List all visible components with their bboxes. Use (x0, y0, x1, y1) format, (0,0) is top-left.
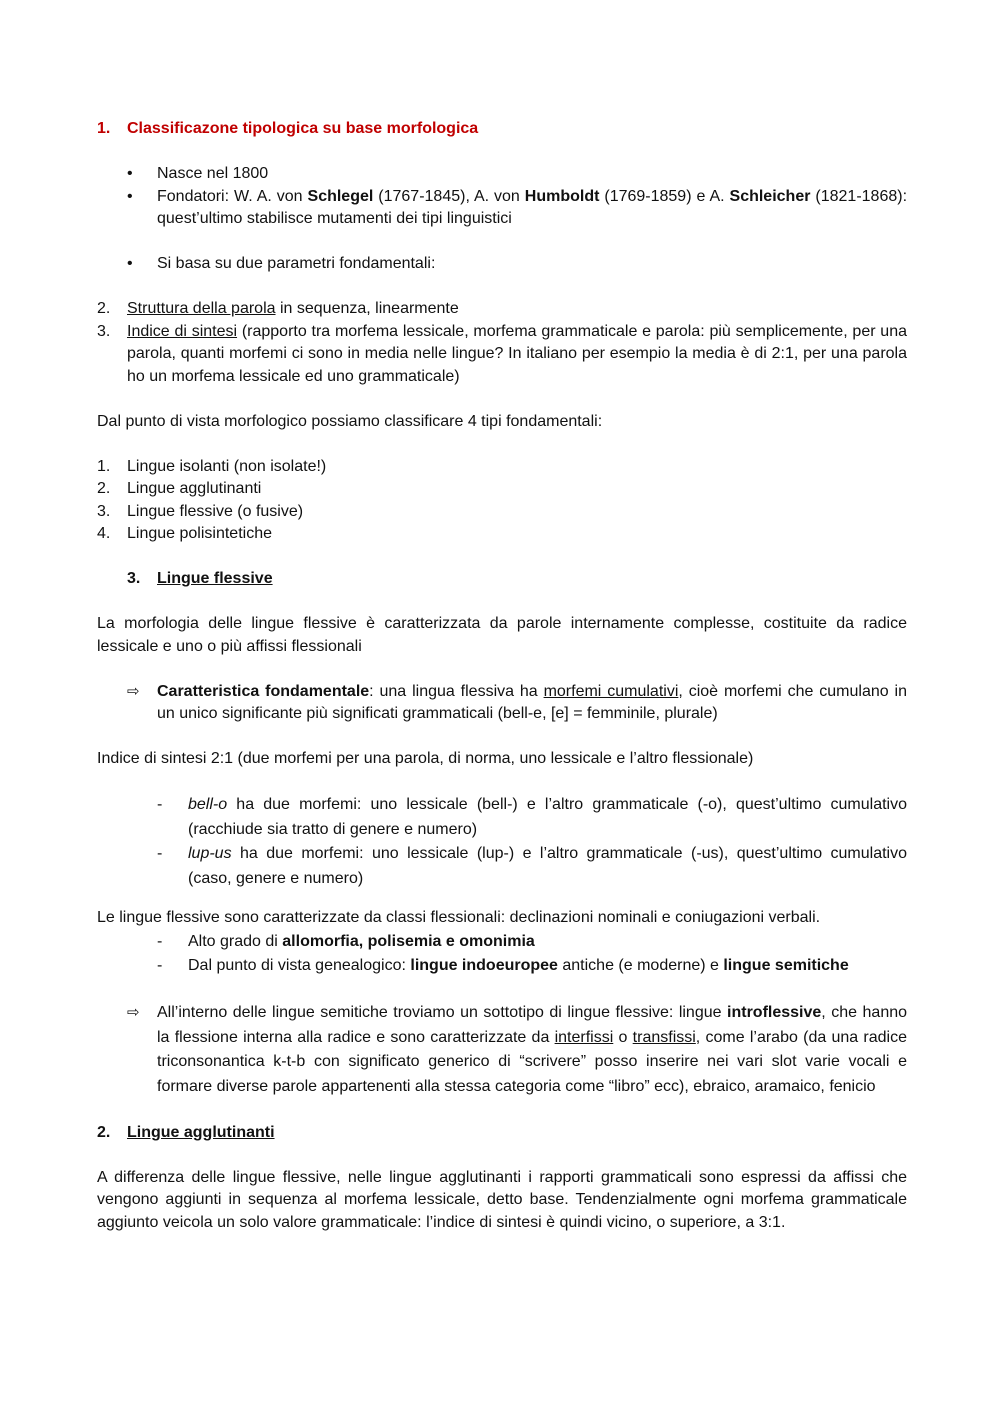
text-run: in sequenza, linearmente (275, 300, 459, 317)
italic-example: lup-us (188, 845, 232, 862)
underlined-term: Indice di sintesi (127, 322, 238, 340)
item-number: 4. (97, 525, 111, 542)
bold-term: Caratteristica fondamentale (157, 682, 370, 700)
heading-number: 3. (127, 570, 141, 587)
arrow-item (97, 681, 907, 726)
section-heading (97, 118, 907, 141)
section-heading (97, 568, 907, 591)
bullet-marker: • (127, 255, 133, 272)
heading-title: Classificazone tipologica su base morfologica (127, 120, 479, 137)
bold-name: Humboldt (524, 187, 600, 205)
list-item (97, 501, 907, 524)
text-run: Dal punto di vista genealogico: (188, 957, 411, 974)
text-run: (rapporto tra morfema lessicale, morfema grammaticale e parola: più semplicemente, per una parola, quanti morfemi ci sono in media nelle lingue? In italiano per esempio la media è di 2:1, per una parola ho un morfema lessicale ed uno grammaticale) (127, 322, 908, 385)
text-run: Alto grado di (188, 932, 283, 950)
item-text: Lingue polisintetiche (127, 525, 272, 542)
underlined-term: Struttura della parola (127, 300, 276, 317)
heading-number: 1. (97, 120, 111, 137)
paragraph: Le lingue flessive sono caratterizzate da classi flessionali: declinazioni nominali e coniugazioni verbali. (97, 909, 821, 926)
arrow-icon: ⇨ (127, 1004, 140, 1021)
bullet-text: Si basa su due parametri fondamentali: (157, 255, 436, 272)
list-item (97, 523, 907, 546)
list-item (97, 456, 907, 479)
text-run: , cioè morfemi che cumulano in un unico significante più significati grammaticali (bell-e, [e] = femminile, plurale) (157, 682, 907, 722)
paragraph: Dal punto di vista morfologico possiamo classificare 4 tipi fondamentali: (97, 412, 603, 430)
bold-term: lingue semitiche (723, 957, 849, 974)
section-heading (97, 1122, 907, 1145)
dash-item (97, 930, 907, 955)
bullet-marker: • (127, 165, 133, 182)
paragraph: A differenza delle lingue flessive, nelle lingue agglutinanti i rapporti grammaticali sono espressi da affissi che vengono aggiunti in sequenza al morfema lessicale, detto base. Tendenzialmente ogni morfema grammaticale aggiunto veicola un solo valore grammaticale: l’indice di sintesi è quindi vicino, o superiore, a 3:1. (97, 1168, 907, 1231)
italic-example: bell-o (188, 796, 228, 813)
document-page (97, 118, 907, 1234)
item-number: 2. (97, 480, 111, 497)
numbered-item (97, 321, 907, 389)
item-number: 3. (97, 322, 111, 340)
item-number: 2. (97, 300, 111, 317)
text-run: , come l’arabo (da una radice triconsonantica k-t-b con significato generico di “scrivere” posso inserire nei vari slot varie vocali e formare diverse parole appartenenti alla stessa categoria come “libro” ecc), ebraico, aramaico, fenicio (157, 1028, 907, 1095)
text-run: antiche (e moderne) e (557, 957, 724, 974)
arrow-icon: ⇨ (127, 682, 140, 700)
dash-marker: - (157, 932, 163, 950)
bullet-text: Nasce nel 1800 (157, 165, 269, 182)
item-number: 3. (97, 502, 111, 520)
dash-marker: - (157, 957, 163, 974)
text-run: (1769-1859) e A. (599, 187, 730, 205)
dash-marker: - (157, 796, 163, 813)
underlined-term: morfemi cumulativi (543, 682, 679, 700)
text-run: (1821-1868): quest’ultimo stabilisce mutamenti dei tipi linguistici (157, 187, 908, 227)
dash-item (97, 954, 907, 979)
paragraph: La morfologia delle lingue flessive è caratterizzata da parole internamente complesse, costituite da radice lessicale e uno o più affissi flessionali (97, 615, 907, 655)
text-run: ha due morfemi: uno lessicale (bell-) e l’altro grammaticale (-o), quest’ultimo cumulativo (racchiude sia tratto di genere e numero) (188, 796, 907, 838)
item-text: Lingue isolanti (non isolate!) (127, 457, 327, 475)
item-text: Lingue agglutinanti (127, 480, 262, 497)
bold-term: lingue indoeuropee (410, 957, 558, 974)
bold-name: Schlegel (307, 187, 374, 205)
bold-term: allomorfia, polisemia e omonimia (282, 932, 535, 950)
bullet-marker: • (127, 187, 133, 205)
bullet-item (97, 253, 907, 276)
text-run: Fondatori: W. A. von (157, 187, 308, 205)
list-item (97, 478, 907, 501)
text-run: o (613, 1028, 633, 1046)
numbered-item (97, 298, 907, 321)
arrow-item (97, 1001, 907, 1099)
item-number: 1. (97, 457, 111, 475)
item-text: Lingue flessive (o fusive) (127, 502, 304, 520)
types-list (97, 456, 907, 546)
bullet-item (97, 186, 907, 231)
dash-marker: - (157, 845, 163, 862)
underlined-term: transfissi (632, 1028, 696, 1046)
heading-title: Lingue flessive (157, 570, 273, 587)
heading-number: 2. (97, 1123, 111, 1141)
dash-item (97, 793, 907, 842)
dash-item (97, 842, 907, 891)
text-run: (1767-1845), A. von (373, 187, 525, 205)
paragraph: Indice di sintesi 2:1 (due morfemi per una parola, di norma, uno lessicale e l’altro flessionale) (97, 750, 754, 767)
bold-term: introflessive (727, 1004, 822, 1021)
text-run: : una lingua flessiva ha (369, 682, 544, 700)
bold-name: Schleicher (729, 187, 811, 205)
heading-title: Lingue agglutinanti (127, 1123, 275, 1141)
text-run: ha due morfemi: uno lessicale (lup-) e l’altro grammaticale (-us), quest’ultimo cumulativo (caso, genere e numero) (188, 845, 907, 887)
bullet-item (97, 163, 907, 186)
text-run: All’interno delle lingue semitiche troviamo un sottotipo di lingue flessive: lingue (157, 1004, 728, 1021)
text-run: , che hanno la flessione interna alla radice e sono caratterizzate da (157, 1004, 908, 1046)
underlined-term: interfissi (554, 1028, 614, 1046)
